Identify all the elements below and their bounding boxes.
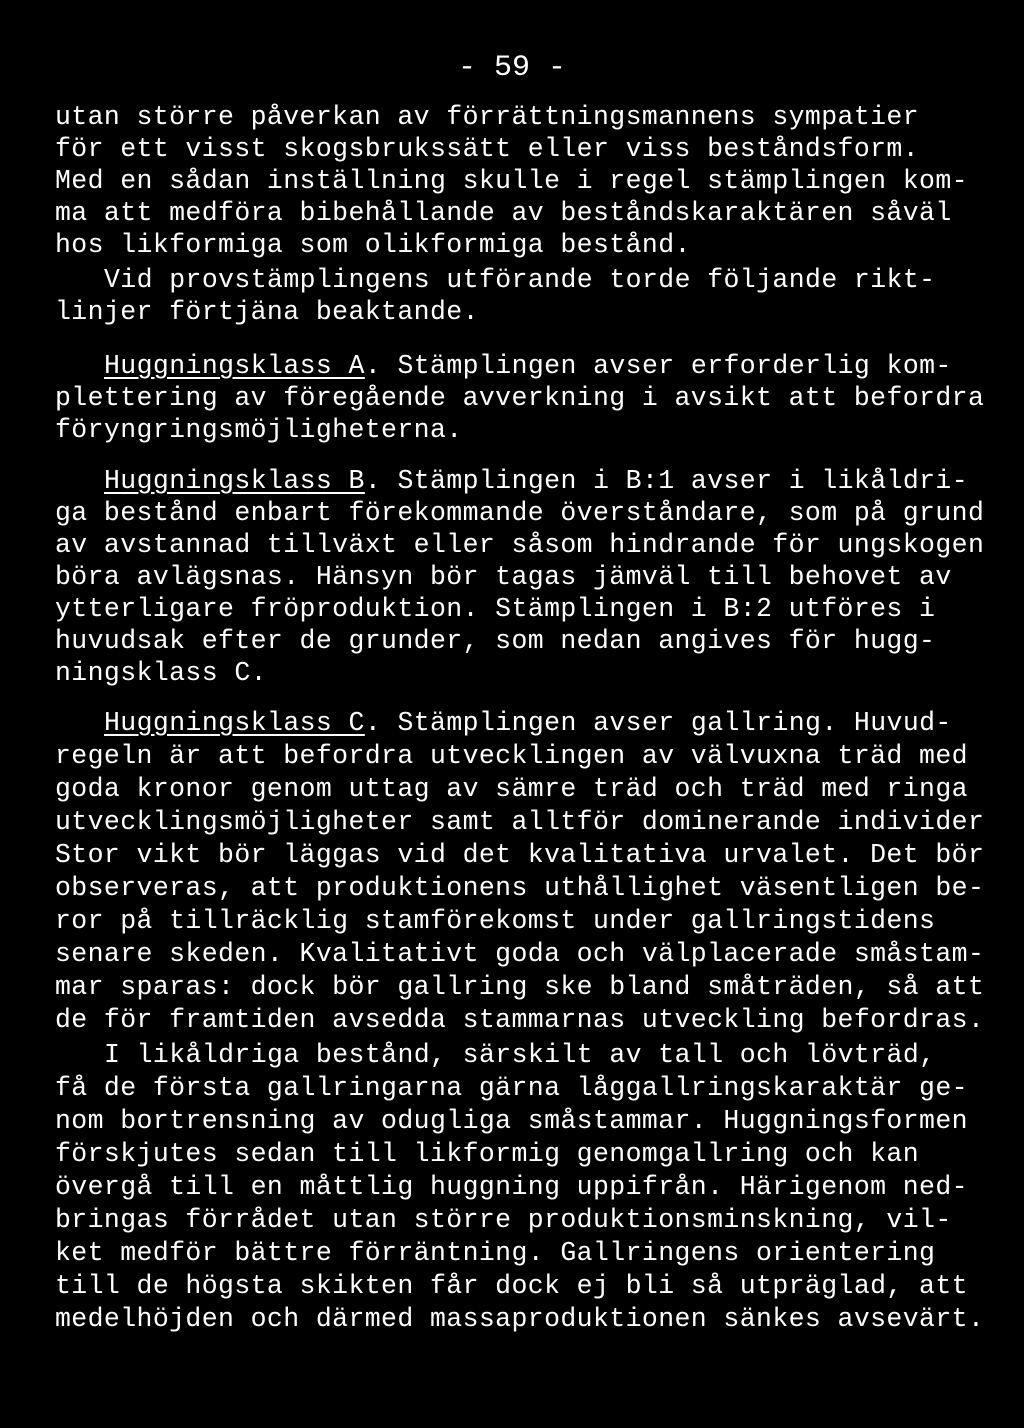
text-line: ror på tillräcklig stamförekomst under gallringstidens (55, 906, 936, 936)
text-line: föryngringsmöjligheterna. (55, 415, 463, 445)
text-line: de för framtiden avsedda stammarnas utveckling befordras. (55, 1005, 985, 1035)
text-line: få de första gallringarna gärna låggallringskaraktär ge- (55, 1073, 968, 1103)
text-line: ket medför bättre förräntning. Gallringens orientering (55, 1238, 936, 1268)
text-line: linjer förtjäna beaktande. (55, 297, 479, 327)
text-line: plettering av föregående avverkning i avsikt att befordra (55, 383, 985, 413)
text-line: bringas förrådet utan större produktionsminskning, vil- (55, 1205, 952, 1235)
text-line: Stor vikt bör läggas vid det kvalitativa urvalet. Det bör (55, 840, 985, 870)
text-line: senare skeden. Kvalitativt goda och välplacerade småstam- (55, 939, 985, 969)
text-line: mar sparas: dock bör gallring ske bland småträden, så att (55, 972, 985, 1002)
text-line: huvudsak efter de grunder, som nedan angives för hugg- (55, 626, 936, 656)
text-line: observeras, att produktionens uthållighet väsentligen be- (55, 873, 985, 903)
text-line: nom bortrensning av odugliga småstammar. Huggningsformen (55, 1106, 968, 1136)
text-line: utvecklingsmöjligheter samt alltför dominerande individer (55, 807, 985, 837)
section-heading-b: Huggningsklass B (104, 466, 365, 496)
text-line: goda kronor genom uttag av sämre träd och träd med ringa (55, 774, 968, 804)
text-line: övergå till en måttlig huggning uppifrån. Härigenom ned- (55, 1172, 968, 1202)
paragraph-heading-line: Huggningsklass B. Stämplingen i B:1 avser i likåldri- (104, 466, 969, 496)
page-number: - 59 - (457, 51, 567, 85)
text-line: medelhöjden och därmed massaproduktionen sänkes avsevärt. (55, 1304, 985, 1334)
text-line: regeln är att befordra utvecklingen av välvuxna träd med (55, 741, 968, 771)
text-line: Med en sådan inställning skulle i regel stämplingen kom- (55, 166, 968, 196)
text-line: I likåldriga bestånd, särskilt av tall och lövträd, (104, 1040, 936, 1070)
text-line: hos likformiga som olikformiga bestånd. (55, 230, 691, 260)
section-heading-a: Huggningsklass A (104, 351, 365, 381)
paragraph-heading-line: Huggningsklass C. Stämplingen avser gallring. Huvud- (104, 708, 952, 738)
section-heading-c: Huggningsklass C (104, 708, 365, 738)
text-line: av avstannad tillväxt eller såsom hindrande för ungskogen (55, 530, 985, 560)
text-line: för ett visst skogsbrukssätt eller viss beståndsform. (55, 134, 920, 164)
text-line: ytterligare fröproduktion. Stämplingen i B:2 utföres i (55, 594, 936, 624)
text-line: till de högsta skikten får dock ej bli så utpräglad, att (55, 1271, 968, 1301)
text-line: förskjutes sedan till likformig genomgallring och kan (55, 1139, 920, 1169)
paragraph-heading-line: Huggningsklass A. Stämplingen avser erforderlig kom- (104, 351, 952, 381)
text-line: ningsklass C. (55, 658, 267, 688)
text-line: ma att medföra bibehållande av beståndskaraktären såväl (55, 198, 952, 228)
text-line: böra avlägsnas. Hänsyn bör tagas jämväl till behovet av (55, 562, 952, 592)
text-line: ga bestånd enbart förekommande överståndare, som på grund (55, 498, 985, 528)
text-line: Vid provstämplingens utförande torde följande rikt- (104, 265, 936, 295)
text-line: utan större påverkan av förrättningsmannens sympatier (55, 102, 920, 132)
